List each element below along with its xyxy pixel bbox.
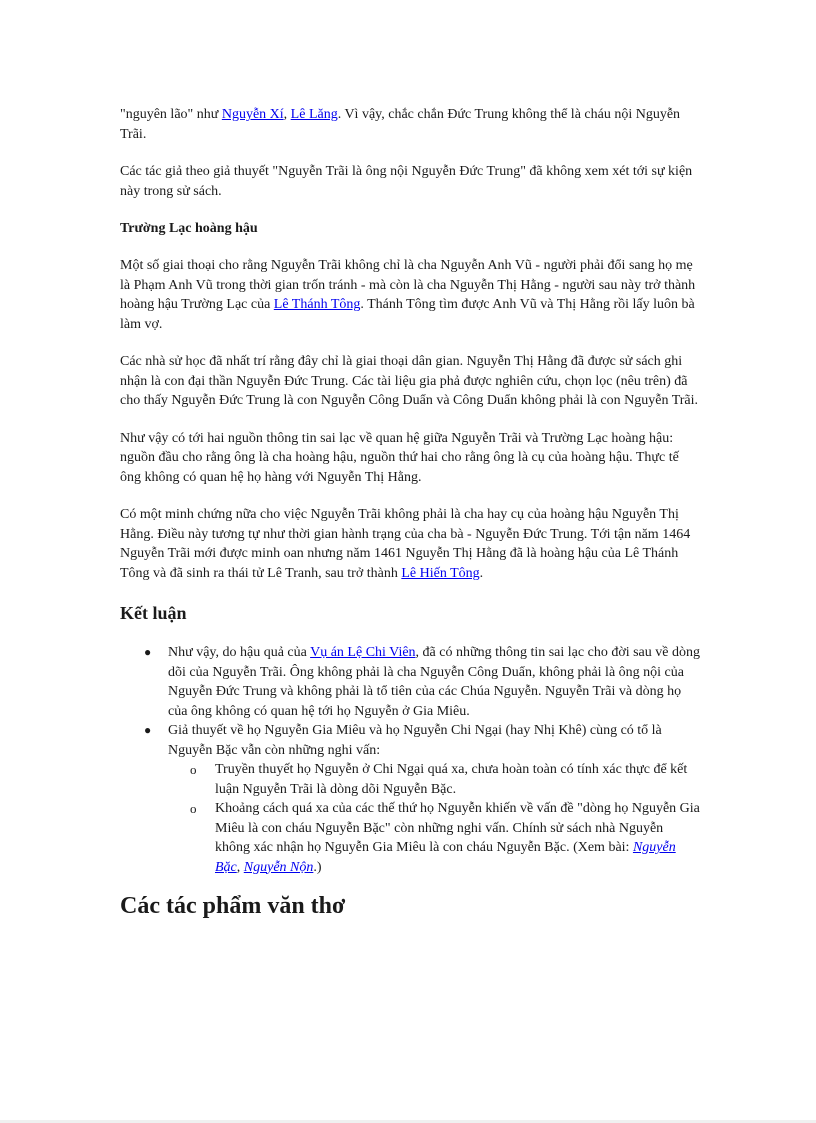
text: Khoảng cách quá xa của các thế thứ họ Nguyễn khiến về vấn đề "dòng họ Nguyễn Gia Miêu là con cháu Nguyễn Bặc" còn những nghi vấn. Chính sử sách nhà Nguyễn không xác nhận họ Nguyễn Gia Miêu là con cháu Nguyễn Bặc. (Xem bài: [215,801,700,855]
link-nguyen-non[interactable]: Nguyễn Nộn [243,859,314,875]
link-le-lang[interactable]: Lê Lăng [290,107,338,122]
heading-ket-luan: Kết luận [120,603,187,623]
article-body [120,105,700,921]
text: Như vậy, do hậu quả của [168,645,311,660]
link-le-hien-tong[interactable]: Lê Hiến Tông [401,565,480,581]
paragraph-minh-chung [120,505,700,583]
list-item [168,799,700,877]
heading-cac-tac-pham: Các tác phẩm văn thơ [120,893,346,919]
bullet-disc-icon: ● [144,645,152,659]
paragraph-nguyen-lao [120,105,700,144]
sub-list [168,760,700,877]
paragraph-giai-thoai [120,256,700,334]
text: Truyền thuyết họ Nguyễn ở Chi Ngại quá xa, chưa hoàn toàn có tính xác thực để kết luận Nguyễn Trãi là dòng dõi Nguyễn Bặc. [215,762,688,797]
heading-truong-lac-hoang-hau: Trường Lạc hoàng hậu [120,221,258,236]
text: . Thánh Tông tìm được Anh Vũ và Thị Hằng rồi lấy luôn bà làm vợ. [120,297,695,332]
text: . [479,565,484,581]
list-item [168,760,700,799]
text: Một số giai thoại cho rằng Nguyễn Trãi không chỉ là cha Nguyễn Anh Vũ - người phải đổi sang họ mẹ là Phạm Anh Vũ trong thời gian trốn tránh - mà còn là cha Nguyễn Thị Hằng - người sau này trở thành hoàng hậu Trường Lạc của [120,258,696,312]
text: Có một minh chứng nữa cho việc Nguyễn Trãi không phải là cha hay cụ của hoàng hậu Nguyễn Thị Hằng. Điều này tương tự như thời gian hành trạng của cha bà - Nguyễn Đức Trung. Tới tận năm 1464 Nguyễn Trãi mới được minh oan nhưng năm 1461 Nguyễn Thị Hằng đã là hoàng hậu của Lê Thánh Tông và đã sinh ra thái tử Lê Tranh, sau trở thành [120,507,691,581]
list-item [120,721,700,877]
text: "nguyên lão" như [120,107,222,122]
text: , đã có những thông tin sai lạc cho đời sau về dòng dõi của Nguyễn Trãi. Ông không phải là cha Nguyễn Công Duẩn, không phải là ông nội của Nguyễn Đức Trung và không phải là tổ tiên của các Chúa Nguyễn. Nguyễn Trãi và dòng họ của ông không có quan hệ tới họ Nguyễn ở Gia Miêu. [168,645,700,719]
bullet-circle-icon: o [190,762,197,777]
link-le-thanh-tong[interactable]: Lê Thánh Tông [273,297,361,312]
bullet-circle-icon: o [190,801,197,816]
paragraph-nha-su-hoc: Các nhà sử học đã nhất trí rằng đây chỉ là giai thoại dân gian. Nguyễn Thị Hằng đã được sử sách ghi nhận là con đại thần Nguyễn Đức Trung. Các tài liệu gia phả được nghiên cứu, chọn lọc (nêu trên) đã cho thấy Nguyễn Đức Trung là con Nguyễn Công Duẩn và Công Duẩn không phải là con Nguyễn Trãi. [120,354,699,408]
text: , [236,859,244,875]
list-item [120,643,700,721]
bullet-disc-icon: ● [144,723,152,737]
link-nguyen-bac[interactable]: Nguyễn Bặc [215,840,676,875]
text: . Vì vậy, chắc chắn Đức Trung không thể là cháu nội Nguyễn Trãi. [120,107,681,142]
paragraph-gia-thuyet: Các tác giả theo giả thuyết "Nguyễn Trãi là ông nội Nguyễn Đức Trung" đã không xem xét tới sự kiện này trong sử sách. [120,164,693,199]
link-nguyen-xi[interactable]: Nguyễn Xí [221,107,284,122]
paragraph-hai-nguon: Như vậy có tới hai nguồn thông tin sai lạc về quan hệ giữa Nguyễn Trãi và Trường Lạc hoàng hậu: nguồn đầu cho rằng ông là cha hoàng hậu, nguồn thứ hai cho rằng ông là cụ của hoàng hậu. Thực tế ông không có quan hệ họ hàng với Nguyễn Thị Hằng. [120,430,679,485]
text: Giả thuyết về họ Nguyễn Gia Miêu và họ Nguyễn Chi Ngại (hay Nhị Khê) cùng có tổ là Nguyễn Bặc vẫn còn những nghi vấn: [168,723,662,758]
conclusion-list [120,643,700,877]
text: , [283,107,291,122]
link-vu-an-le-chi-vien[interactable]: Vụ án Lệ Chi Viên [310,645,416,660]
text: .) [313,859,322,875]
